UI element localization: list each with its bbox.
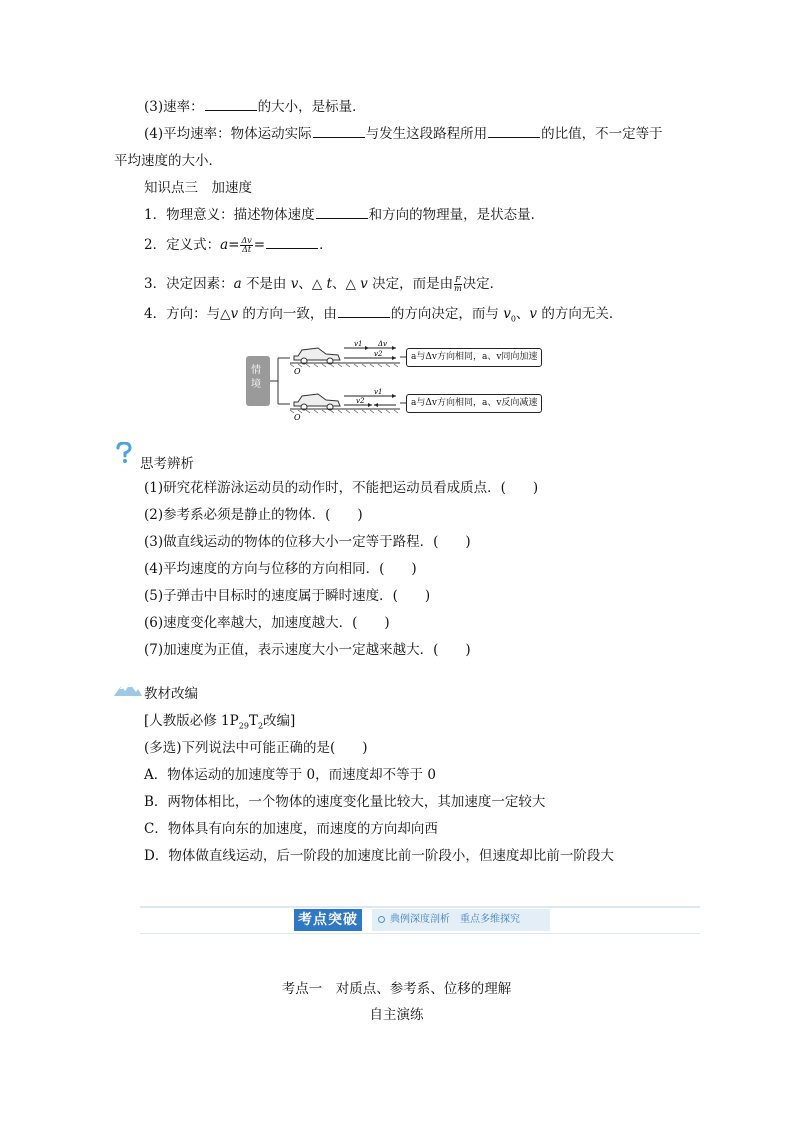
origin-label: O xyxy=(294,413,301,422)
textbook-source: [人教版必修 $1P_{29}T_2$改编] xyxy=(144,713,296,731)
banner-dot-icon xyxy=(378,916,385,923)
scenario-diagram xyxy=(244,338,554,430)
question-icon xyxy=(114,442,134,464)
think-item: (1)研究花样游泳运动员的动作时，不能把运动员看成质点．( ) xyxy=(144,480,539,496)
blank xyxy=(316,206,368,219)
banner-rule-bottom xyxy=(140,933,700,934)
diagram-box-decelerate: a与Δv方向相同，a、v反向减速 xyxy=(406,394,542,413)
option-b: B．两物体相比，一个物体的速度变化量比较大，其加速度一定较大 xyxy=(144,794,546,810)
section-subtitle: 自主演练 xyxy=(369,1007,424,1023)
v2-label: v2 xyxy=(374,350,383,358)
option-c: C．物体具有向东的加速度，而速度的方向却向西 xyxy=(144,821,438,837)
diagram-box-accelerate: a与Δv方向相同，a、v同向加速 xyxy=(406,348,542,367)
blank xyxy=(313,125,365,138)
think-item: (7)加速度为正值，表示速度大小一定越来越大．( ) xyxy=(144,642,471,658)
average-rate-line-cont: 平均速度的大小． xyxy=(114,153,222,169)
origin-label: O xyxy=(294,367,301,376)
fraction-dv-dt: $\frac{\Delta v}{\Delta t}$ xyxy=(241,236,252,254)
point-1: 1．物理意义：描述物体速度 和方向的物理量，是状态量． xyxy=(144,207,545,223)
car-icon xyxy=(294,394,340,410)
section-heading-acceleration: 知识点三 加速度 xyxy=(144,180,252,196)
section-banner xyxy=(140,900,700,940)
v1-label: v1 xyxy=(354,340,363,348)
ground-hatch xyxy=(290,364,398,367)
think-item: (2)参考系必须是静止的物体．( ) xyxy=(144,507,363,523)
option-d: D．物体做直线运动，后一阶段的加速度比前一阶段小，但速度却比前一阶段大 xyxy=(144,848,614,864)
banner-label: 考点突破 xyxy=(294,909,362,931)
speed-rate-line: (3)速率： 的大小，是标量． xyxy=(144,99,366,115)
car-icon xyxy=(294,348,340,364)
ground-hatch xyxy=(290,410,398,413)
point-3: 3．决定因素：a 不是由 v、△ t、△ v 决定，而是由 $\frac{F}{m}$ 决定． xyxy=(144,275,504,293)
section-title: 考点一 对质点、参考系、位移的理解 xyxy=(281,981,512,997)
point-2: 2．定义式：a= $\frac{\Delta v}{\Delta t}$ = ． xyxy=(144,236,333,254)
textbook-question: (多选)下列说法中可能正确的是( ) xyxy=(144,740,368,756)
blank xyxy=(488,125,540,138)
think-item: (6)速度变化率越大，加速度越大．( ) xyxy=(144,615,390,631)
banner-rule-top xyxy=(140,906,700,908)
textbook-title: 教材改编 xyxy=(144,686,198,702)
think-item: (3)做直线运动的物体的位移大小一定等于路程．( ) xyxy=(144,534,471,550)
think-item: (5)子弹击中目标时的速度属于瞬时速度．( ) xyxy=(144,588,431,604)
blank xyxy=(338,305,390,318)
bracket xyxy=(270,358,290,404)
mountain-icon xyxy=(114,682,142,696)
dv-label: Δv xyxy=(378,340,388,348)
think-title: 思考辨析 xyxy=(140,456,194,472)
think-item: (4)平均速度的方向与位移的方向相同．( ) xyxy=(144,561,417,577)
blank xyxy=(266,236,318,249)
side-label: 情境 xyxy=(251,365,261,390)
v1-label: v1 xyxy=(374,388,383,396)
fraction-f-m: $\frac{F}{m}$ xyxy=(454,275,462,293)
option-a: A．物体运动的加速度等于 0，而速度却不等于 0 xyxy=(144,767,437,783)
v2-label: v2 xyxy=(356,397,365,405)
blank xyxy=(205,98,257,111)
banner-tagline: 典例深度剖析 重点多维探究 xyxy=(390,914,520,925)
point-4: 4．方向：与△v 的方向一致，由 的方向决定，而与 $v_0$、v 的方向无关． xyxy=(144,306,623,324)
average-rate-line: (4)平均速率：物体运动实际 与发生这段路程所用 的比值，不一定等于 xyxy=(144,126,663,142)
